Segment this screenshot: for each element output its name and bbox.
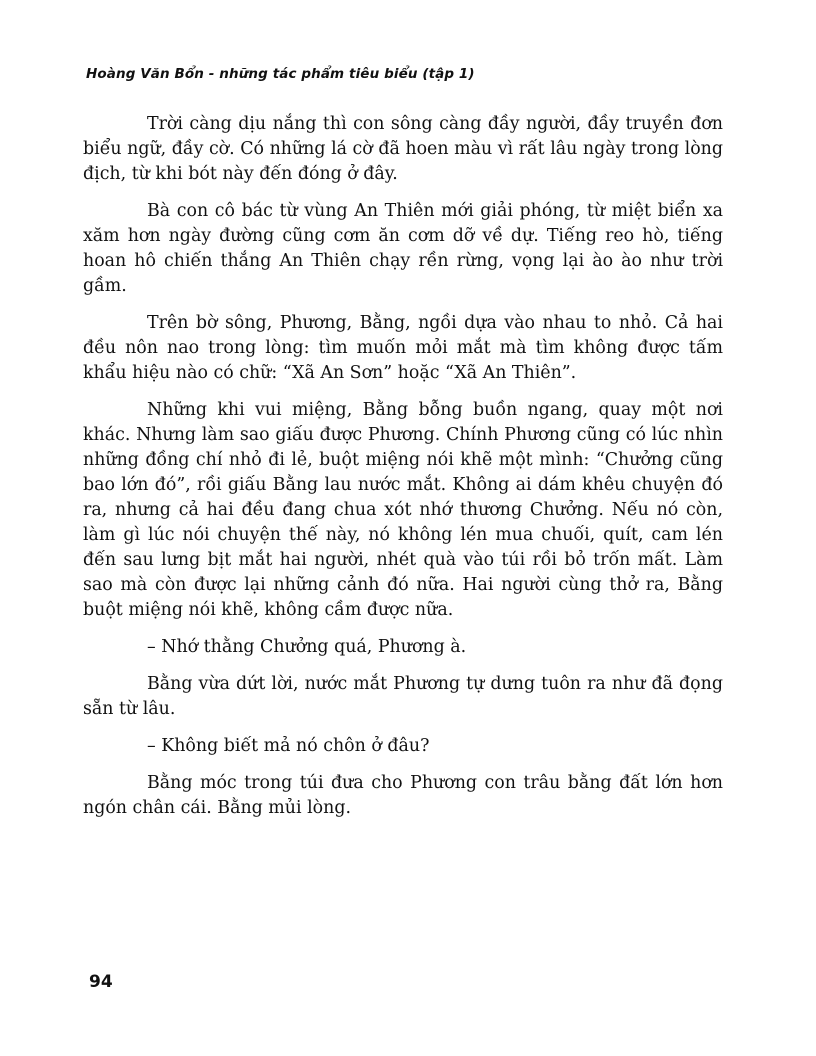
paragraph: Trời càng dịu nắng thì con sông càng đầy người, đầy truyền đơn biểu ngữ, đầy cờ. Có những lá cờ đã hoen màu vì rất lâu ngày trong lòng địch, từ khi bót này đến đóng ở đây. (83, 114, 723, 184)
paragraph: Trên bờ sông, Phương, Bằng, ngồi dựa vào nhau to nhỏ. Cả hai đều nôn nao trong lòng: tìm muốn mỏi mắt mà tìm không được tấm khẩu hiệu nào có chữ: “Xã An Sơn” hoặc “Xã An Thiên”. (83, 313, 723, 383)
paragraph: Bà con cô bác từ vùng An Thiên mới giải phóng, từ miệt biển xa xăm hơn ngày đường cũng cơm ăn cơm dỡ về dự. Tiếng reo hò, tiếng hoan hô chiến thắng An Thiên chạy rền rừng, vọng lại ào ào như trời gầm. (83, 201, 723, 296)
running-header: Hoàng Văn Bổn - những tác phẩm tiêu biểu (tập 1) (86, 66, 475, 82)
paragraph: Bằng vừa dứt lời, nước mắt Phương tự dưng tuôn ra như đã đọng sẵn từ lâu. (83, 674, 723, 719)
dialogue-line: – Không biết mả nó chôn ở đâu? (147, 736, 430, 756)
body-text (83, 112, 723, 833)
paragraph: Những khi vui miệng, Bằng bỗng buồn ngang, quay một nơi khác. Nhưng làm sao giấu được Phương. Chính Phương cũng có lúc nhìn những đồng chí nhỏ đi lẻ, buột miệng nói khẽ một mình: “Chưởng cũng bao lớn đó”, rồi giấu Bằng lau nước mắt. Không ai dám khêu chuyện đó ra, nhưng cả hai đều đang chua xót nhớ thương Chưởng. Nếu nó còn, làm gì lúc nói chuyện thế này, nó không lén mua chuối, quít, cam lén đến sau lưng bịt mắt hai người, nhét quà vào túi rồi bỏ trốn mất. Làm sao mà còn được lại những cảnh đó nữa. Hai người cùng thở ra, Bằng buột miệng nói khẽ, không cầm được nữa. (83, 400, 723, 620)
paragraph: Bằng móc trong túi đưa cho Phương con trâu bằng đất lớn hơn ngón chân cái. Bằng mủi lòng. (83, 773, 723, 818)
dialogue-line: – Nhớ thằng Chưởng quá, Phương à. (147, 637, 467, 657)
page-number: 94 (89, 972, 113, 992)
